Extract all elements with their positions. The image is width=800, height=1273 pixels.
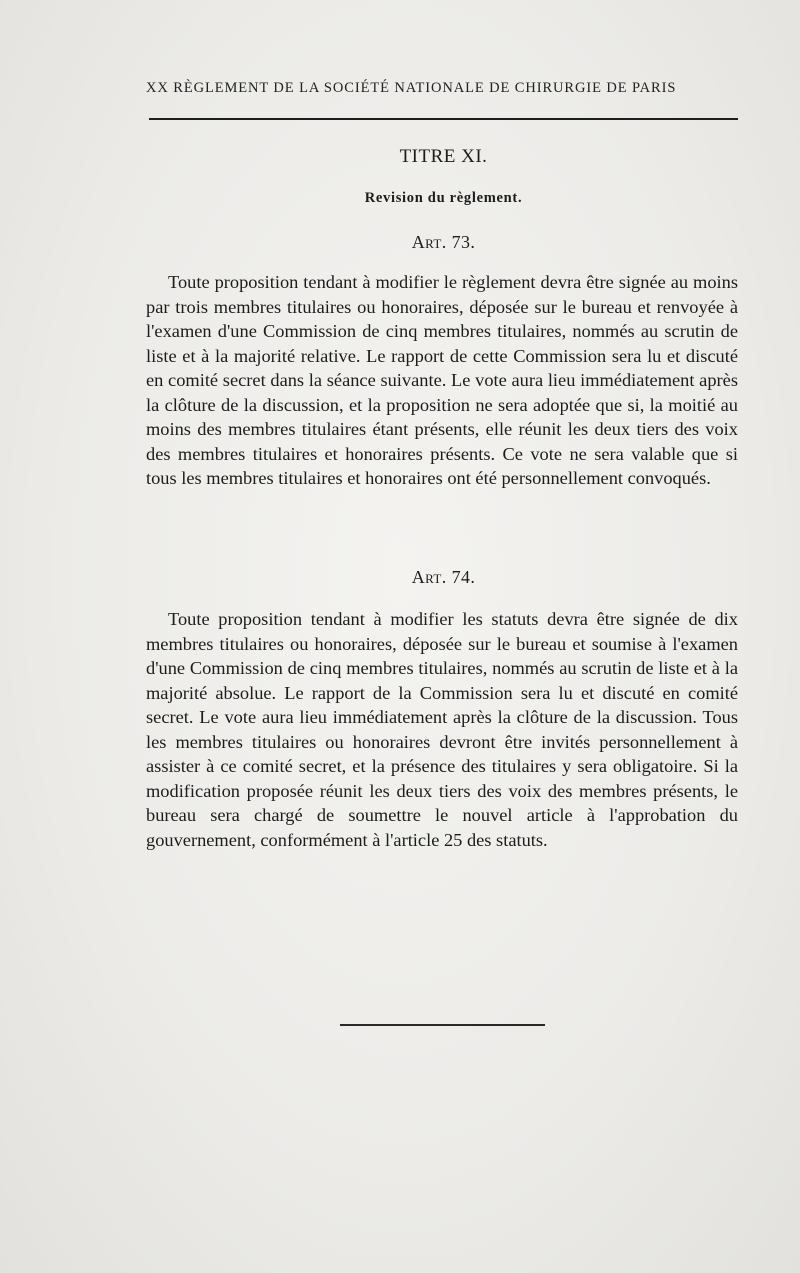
section-subtitle: Revision du règlement.	[364, 190, 523, 206]
article-73-number: 73.	[451, 232, 476, 252]
article-74-prefix: Art.	[411, 567, 447, 587]
article-74-heading	[149, 567, 738, 588]
article-73-prefix: Art.	[411, 232, 447, 252]
article-74-text: Toute proposition tendant à modifier les statuts devra être signée de dix membres titulaires ou honoraires, déposée sur le bureau et soumise à l'examen d'une Commission de cinq membres titulaires, nommés au scrutin de liste et à la majorité absolue. Le rapport de la Commission sera lu et discuté en comité secret. Le vote aura lieu immédiatement après la clôture de la discussion. Tous les membres titulaires ou honoraires devront être invités personnellement à assister à ce comité secret, et la présence des titulaires y sera obligatoire. Si la modification proposée réunit les deux tiers des voix des membres présents, le bureau sera chargé de soumettre le nouvel article à l'approbation du gouvernement, conformément à l'article 25 des statuts.	[146, 609, 738, 850]
article-74-number: 74.	[451, 567, 476, 587]
running-head: XX RÈGLEMENT DE LA SOCIÉTÉ NATIONALE DE CHIRURGIE DE PARIS	[146, 80, 677, 96]
header-rule	[149, 118, 738, 120]
article-73-heading	[149, 232, 738, 253]
article-73-text: Toute proposition tendant à modifier le règlement devra être signée au moins par trois membres titulaires ou honoraires, déposée sur le bureau et renvoyée à l'examen d'une Commission de cinq membres titulaires, nommés au scrutin de liste et à la majorité relative. Le rapport de cette Commission sera lu et discuté en comité secret dans la séance suivante. Le vote aura lieu immédiatement après la clôture de la discussion, et la proposition ne sera adoptée que si, la moitié au moins des membres titulaires étant présents, elle réunit les deux tiers des voix des membres titulaires et honoraires présents. Ce vote ne sera valable que si tous les membres titulaires et honoraires ont été personnellement convoqués.	[146, 272, 738, 488]
end-rule	[340, 1024, 545, 1026]
section-title: TITRE XI.	[399, 146, 488, 167]
